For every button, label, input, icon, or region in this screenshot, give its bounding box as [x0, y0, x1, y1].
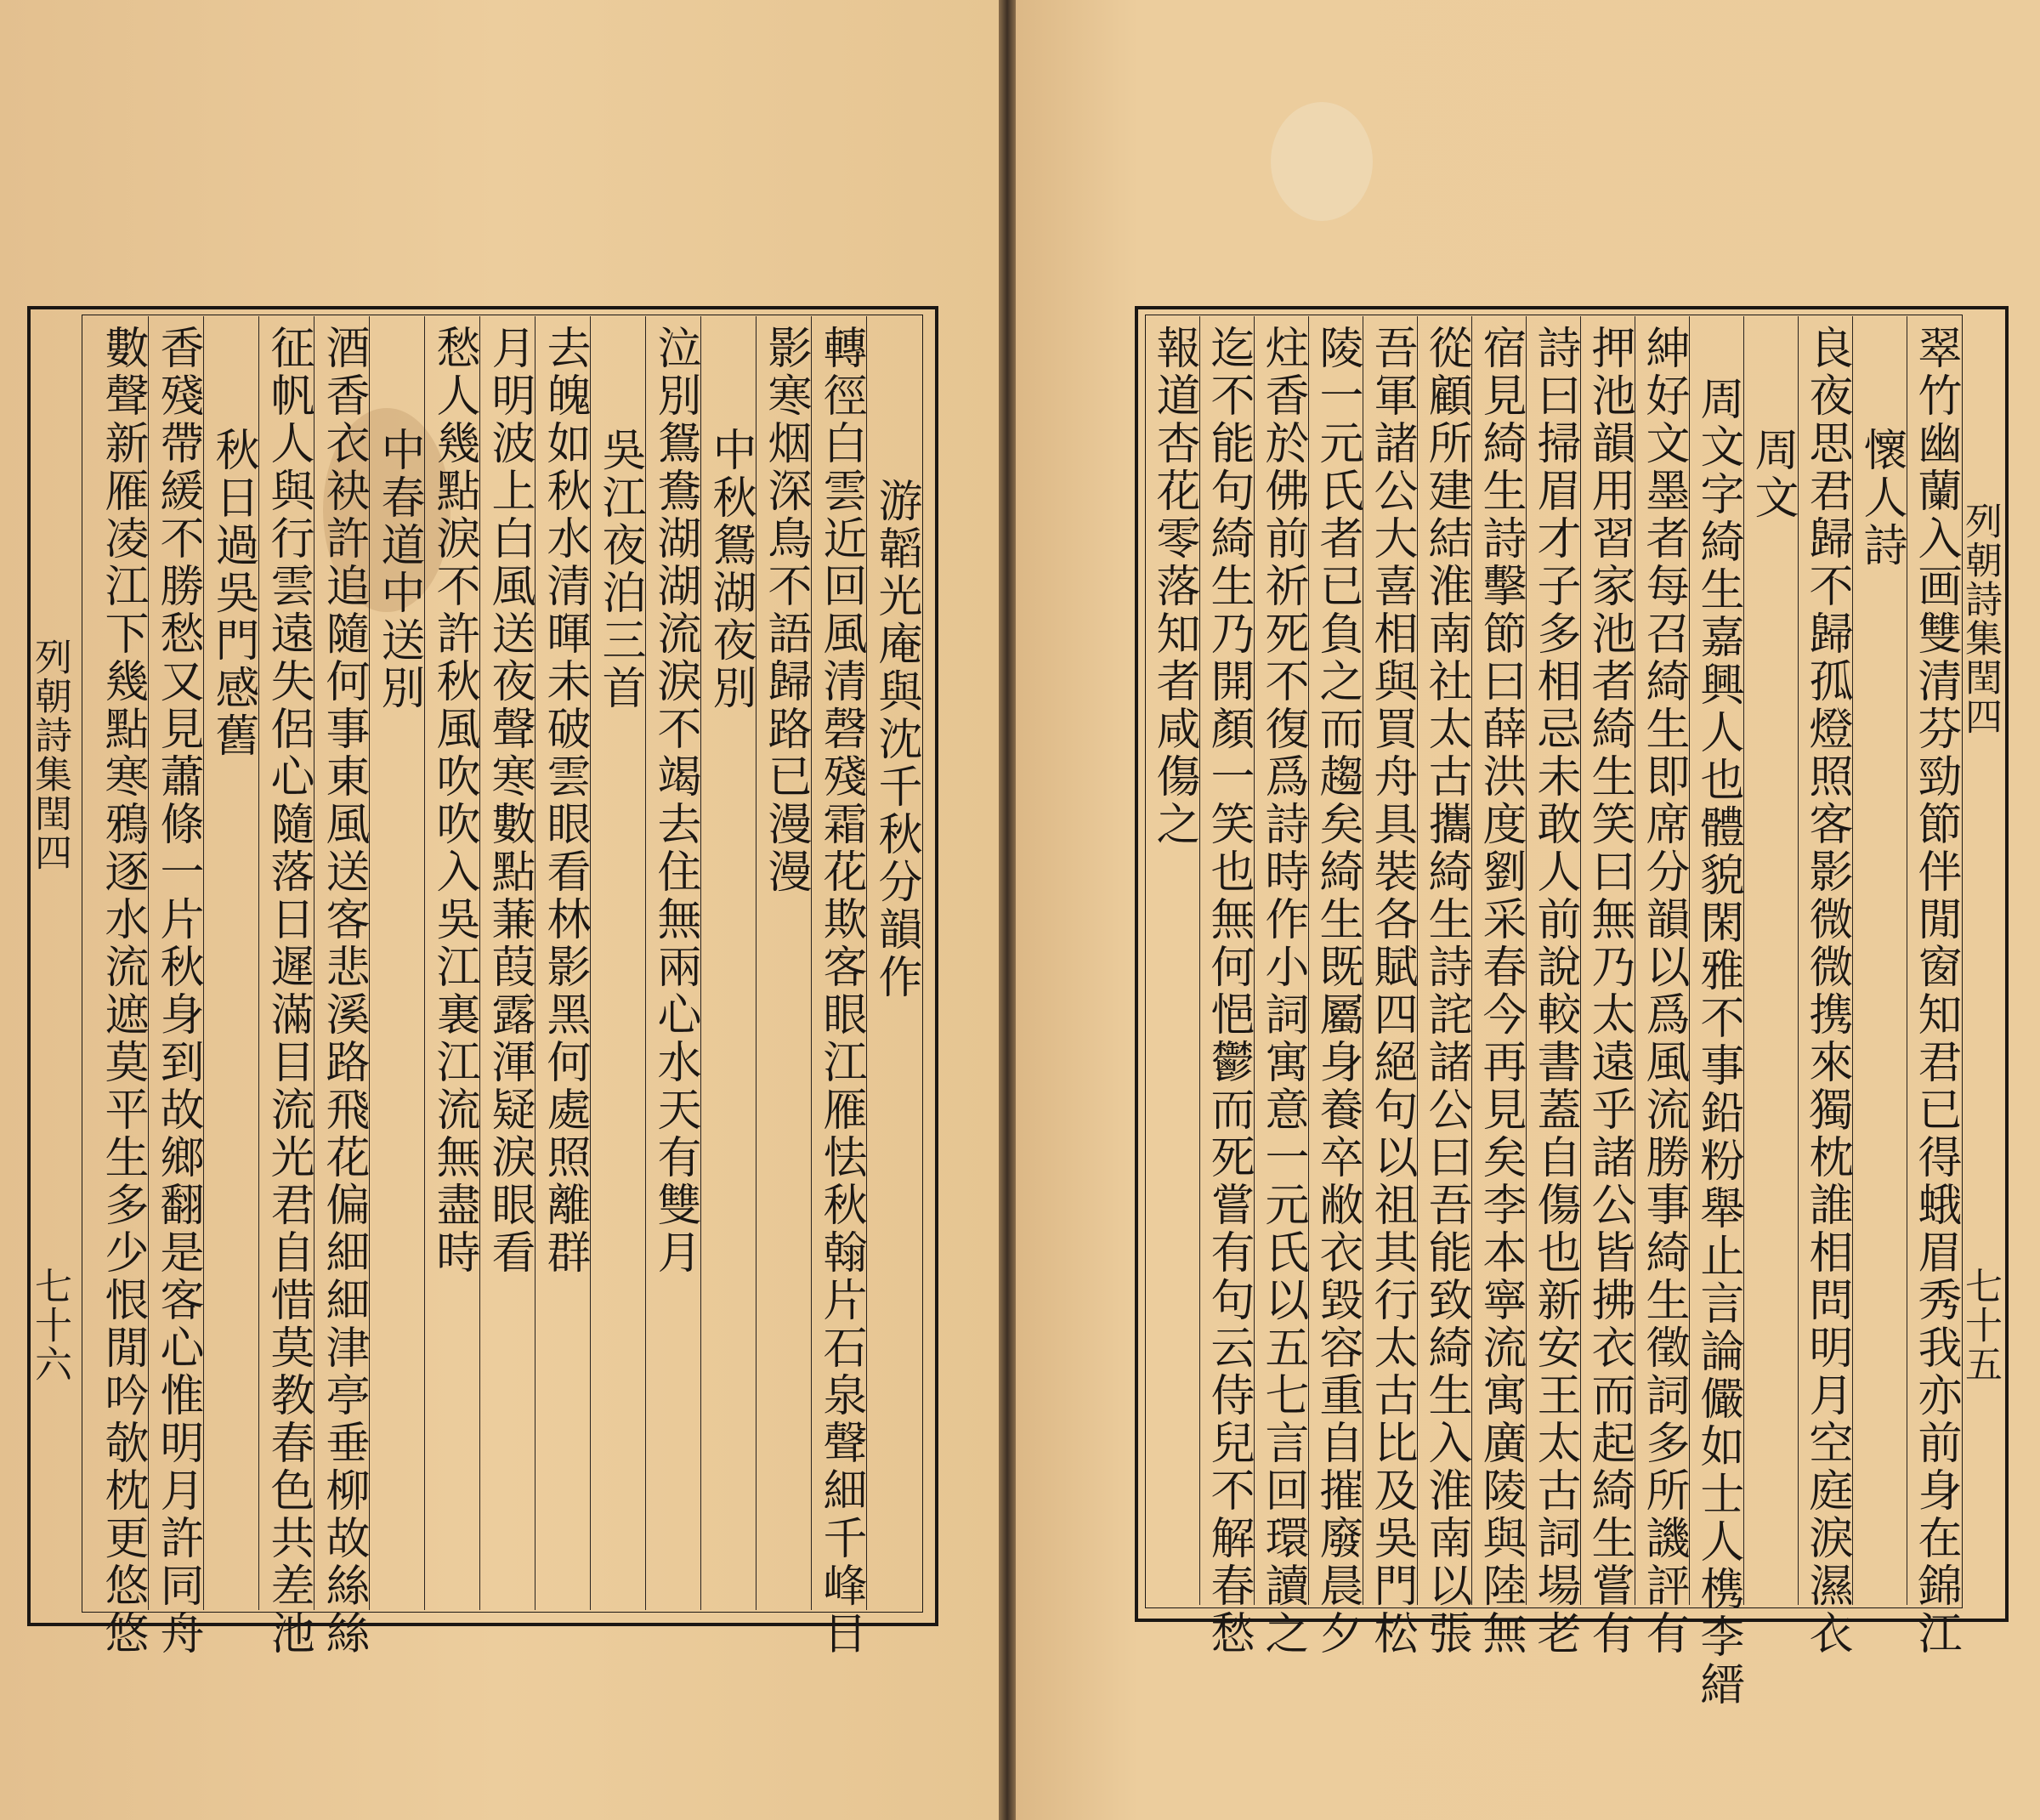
column: 數聲新雁凌江下幾點寒鴉逐水流遮莫平生多少恨閒吟欹枕更悠悠: [97, 325, 148, 1658]
column: 吾軍諸公大喜相與買舟具裝各賦四絕句以祖其行太古比及吳門松: [1366, 325, 1417, 1658]
column: 懷人詩: [1856, 427, 1907, 570]
right-margin-title: 列朝詩集閏四: [1958, 502, 2002, 736]
column-rule: [1526, 316, 1527, 1605]
column: 迄不能句綺生乃開顏一笑也無何悒鬱而死嘗有句云侍兒不解春愁: [1203, 325, 1254, 1658]
column: 泣別鴛鴦湖湖流淚不竭去住無兩心水天有雙月: [649, 325, 700, 1277]
column: 宿見綺生詩擊節曰薛洪度劉采春今再見矣李本寧流寓廣陵與陸無: [1475, 325, 1526, 1658]
column-rule: [1580, 316, 1581, 1605]
column: 影寒烟深鳥不語歸路已漫漫: [760, 325, 811, 896]
column: 去魄如秋水清暉未破雲眼看林影黑何處照離群: [539, 325, 590, 1277]
column-rule: [1417, 316, 1418, 1605]
left-margin-title: 列朝詩集閏四: [28, 638, 71, 872]
column: 秋日過吳門感舊: [207, 427, 258, 760]
column: 愁人幾點淚不許秋風吹吹入吳江裏江流無盡時: [428, 325, 479, 1277]
column-rule: [811, 316, 812, 1610]
column-rule: [1471, 316, 1472, 1605]
column-rule: [203, 316, 204, 1610]
column: 良夜思君歸不歸孤燈照客影微微携來獨枕誰相問明月空庭淚濕衣: [1801, 325, 1852, 1658]
left-margin-folio: 七十六: [28, 1267, 71, 1384]
right-margin-folio: 七十五: [1958, 1267, 2002, 1384]
column: 炷香於佛前祈死不復爲詩時作小詞寓意一元氏以五七言回環讀之: [1257, 325, 1308, 1658]
book-gutter: [999, 0, 1016, 1820]
column: 報道杏花零落知者咸傷之: [1148, 325, 1199, 848]
column-rule: [258, 316, 259, 1610]
left-text-body: [82, 316, 921, 1658]
column-rule: [148, 316, 149, 1610]
column: 酒香衣袂許追隨何事東風送客悲溪路飛花偏細細津亭垂柳故絲絲: [318, 325, 369, 1658]
column-rule: [1743, 316, 1744, 1605]
paper-stain: [1271, 102, 1373, 221]
column-rule: [1689, 316, 1690, 1605]
column: 轉徑白雲近回風清磬殘霜花欺客眼江雁怯秋翰片石泉聲細千峰日: [815, 325, 866, 1658]
column-rule: [479, 316, 480, 1610]
column: 中春道中送別: [373, 427, 424, 712]
column: 中秋鴛湖夜別: [705, 427, 756, 712]
left-page: [0, 0, 999, 1820]
column: 周文: [1747, 427, 1798, 522]
right-page: [1016, 0, 2040, 1820]
column-rule: [1254, 316, 1255, 1605]
column-rule: [535, 316, 536, 1610]
column: 陵一元氏者已負之而趨矣綺生既屬身養卒敝衣毀容重自摧廢晨夕: [1312, 325, 1363, 1658]
column: 吳江夜泊三首: [594, 427, 645, 712]
column-rule: [424, 316, 425, 1610]
column-rule: [590, 316, 591, 1610]
column: 押池韻用習家池者綺生笑曰無乃太遠乎諸公皆拂衣而起綺生嘗有: [1584, 325, 1635, 1658]
column: 從顧所建結淮南社太古攜綺生詩詫諸公曰吾能致綺生入淮南以張: [1420, 325, 1471, 1658]
column: 香殘帶緩不勝愁又見蕭條一片秋身到故鄉翻是客心惟明月許同舟: [152, 325, 203, 1658]
column-rule: [1308, 316, 1309, 1605]
column: 翠竹幽蘭入画雙清芬勁節伴閒窗知君已得蛾眉秀我亦前身在錦江: [1910, 325, 1961, 1658]
column: 詩曰掃眉才子多相忌未敢人前說較書蓋自傷也新安王太古詞場老: [1529, 325, 1580, 1658]
column: 游韜光庵與沈千秋分韻作: [870, 478, 921, 1001]
right-text-body: [1145, 316, 1961, 1709]
column-rule: [700, 316, 701, 1610]
column-rule: [645, 316, 646, 1610]
column-rule: [1852, 316, 1853, 1605]
column: 征帆人與行雲遠失侶心隨落日遲滿目流光君自惜莫教春色共差池: [263, 325, 314, 1658]
column-rule: [1798, 316, 1799, 1605]
column: 周文字綺生嘉興人也體貌閑雅不事鉛粉舉止言論儼如士人槜李縉: [1692, 376, 1743, 1709]
column-rule: [1199, 316, 1200, 1605]
column: 月明波上白風送夜聲寒數點蒹葭露渾疑淚眼看: [484, 325, 535, 1277]
column-rule: [866, 316, 867, 1610]
column: 紳好文墨者每召綺生即席分韻以爲風流勝事綺生徵詞多所譏評有: [1638, 325, 1689, 1658]
column-rule: [369, 316, 370, 1610]
